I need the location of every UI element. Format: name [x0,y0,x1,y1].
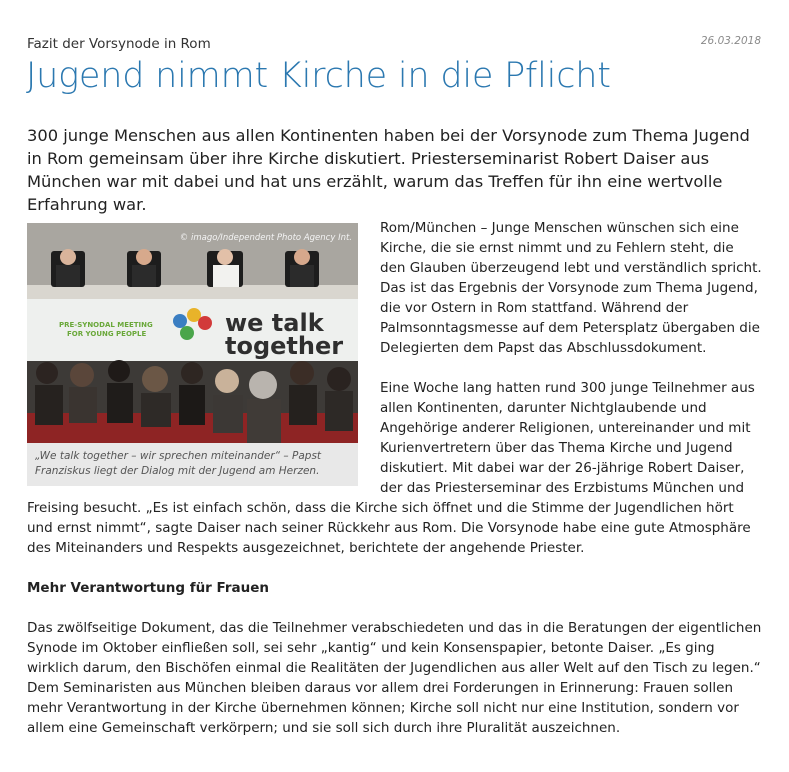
section-subheading: Mehr Verantwortung für Frauen [27,580,270,596]
photo-credit: © imago/Independent Photo Agency Int. [179,233,352,243]
article-date: 26.03.2018 [700,35,761,47]
article-body [27,218,762,758]
paragraph-3: Das zwölfseitige Dokument, das die Teilnehmer verabschiedeten und das in die Beratungen der eigentlichen Synode im Oktober einfließen soll, sei sehr „kantig“ und kein Konsenspapier, betonte Daiser. „Es ging wirklich darum, den Bischöfen einmal die Realitäten der Jugendlichen aus aller Welt auf den Tisch zu legen.“ Dem Seminaristen aus München bleiben daraus vor allem drei Forderungen in Erinnerung: Frauen sollen mehr Verantwortung in der Kirche übernehmen können; Kirche soll nicht nur eine Institution, sondern vor allem eine Gemeinschaft verkörpern; und sie soll sich durch ihre Pluralität auszeichnen. [27,620,762,736]
article-lead: 300 junge Menschen aus allen Kontinenten haben bei der Vorsynode zum Thema Jugend in Rom gemeinsam über ihre Kirche diskutiert. Priesterseminarist Robert Daiser aus München war mit dabei und hat uns erzählt, warum das Treffen für ihn eine wertvolle Erfahrung war. [27,126,750,214]
paragraph-2: Eine Woche lang hatten rund 300 junge Teilnehmer aus allen Kontinenten, darunter Nichtglaubende und Angehörige anderer Religionen, untereinander und mit Kurienvertretern über das Thema Kirche und Jugend diskutiert. Mit dabei war der 26-jährige Robert Daiser, der das Priesterseminar des Erzbistums München und Freising besucht. „Es ist einfach schön, dass die Kirche sich öffnet und die Stimme der Jugendlichen hört und ernst nimmt“, sagte Daiser nach seiner Rückkehr aus Rom. Die Vorsynode habe eine gute Atmosphäre des Miteinanders und Respekts ausgezeichnet, berichtete der angehende Priester. [27,380,755,556]
audience [27,360,358,443]
article-kicker: Fazit der Vorsynode in Rom [27,36,211,52]
article-photo[interactable] [27,223,358,443]
banner-we-talk: we talk [225,309,324,337]
banner-together: together [225,332,344,360]
banner-small-text: PRE-SYNODAL MEETING [59,321,153,329]
article-figure [27,223,358,486]
paragraph-1: Rom/München – Junge Menschen wünschen sich eine Kirche, die sie ernst nimmt und zu Fehlern steht, die den Glauben überzeugend lebt und verständlich spricht. Das ist das Ergebnis der Vorsynode zum Thema Jugend, die vor Ostern in Rom stattfand. Während der Palmsonntagsmesse auf dem Petersplatz übergaben die Delegierten dem Papst das Abschlussdokument. [380,220,762,356]
svg-text:FOR YOUNG PEOPLE: FOR YOUNG PEOPLE [67,330,147,338]
photo-caption: „We talk together – wir sprechen miteinander“ – Papst Franziskus liegt der Dialog mit der Jugend am Herzen. [35,450,322,477]
article-headline: Jugend nimmt Kirche in die Pflicht [26,56,611,96]
photo-illustration [27,223,358,443]
